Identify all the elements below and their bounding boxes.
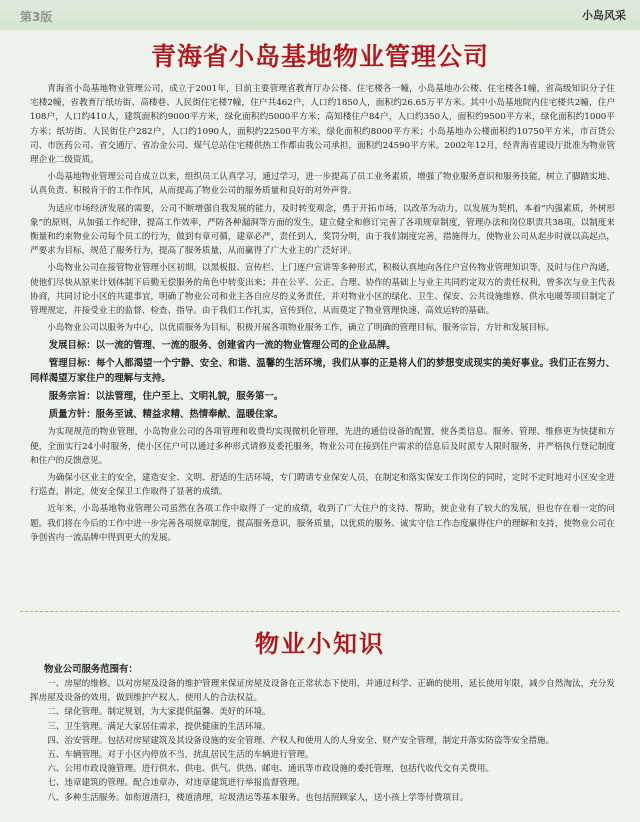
section-name: 小岛风采	[582, 9, 626, 22]
knowledge-section	[30, 662, 615, 805]
article-title: 青海省小岛基地物业管理公司	[150, 42, 489, 71]
quality-policy: 质量方针：服务至诚、精益求精、热情奉献、温暖住家。	[48, 409, 284, 421]
service-scope-item: 七、违章建筑的管理。配合违章办，对违章建筑进行举报监督管理。	[47, 778, 306, 789]
article-paragraph: 青海省小岛基地物业管理公司，成立于2001年，目前主要管理省教育厅办公楼、住宅楼各一幢，小岛基地办公楼、住宅楼各1幢，省高级知识分子住宅楼2幢，省教育厅纸坊街、高楼巷、人民街住宅楼7幢，住户共462户，人口约1850人，面积约26.65万平方米。其中小岛基地院内住宅楼共2幢，住户108户，人口约410人，建筑面积约9000平方米，绿化面积约5000平方米；高知楼住户84户，人口约350人，面积约9500平方米，绿化面积约1000平方米；纸坊街、人民街住户282户，人口约1090人，面积约22500平方米，绿化面积约8000平方米；小岛基地办公楼面积约10750平方米，市百货公司、市医药公司、省交通厅、省冶金公司、煤气总站住宅楼供热工作都由我公司承担，面积约24590平方米。2002年12月，经青海省建设厅批准为物业管理企业二级资质。	[30, 84, 615, 166]
article-paragraph: 小岛基地物业管理公司自成立以来，组织员工认真学习，通过学习，进一步提高了员工业务素质，增强了物业服务意识和服务技能，树立了脚踏实地、认真负责、积极肯干的工作作风，从而提高了物业公司的服务质量和良好的对外声誉。	[30, 172, 615, 197]
service-scope-item: 一、房屋的维修。以对房屋及设备的维护管理来保证房屋及设备在正常状态下使用，并通过科学、正确的使用，延长使用年限，减少自然淘汰，充分发挥房屋及设备的效用，做到维护产权人、使用人的合法权益。	[30, 679, 615, 704]
management-goal: 管理目标：每个人都渴望一个宁静、安全、和谐、温馨的生活环境，我们从事的正是将人们的梦想变成现实的美好事业。我们正在努力、同样渴望万家住户的理解与支持。	[30, 358, 615, 385]
page-header-band	[0, 0, 640, 30]
article-paragraph: 近年来，小岛基地物业管理公司虽然在各项工作中取得了一定的成绩，收到了广大住户的支持、帮助，使企业有了较大的发展，但也存在着一定的问题。我们将在今后的工作中进一步完善各项规章制度，提高服务意识，服务质量，以优质的服务、诚实守信工作态度赢得住户的理解和支持，使物业公司在争创省内一流品牌中得到更大的发展。	[30, 504, 615, 543]
development-goal: 发展目标：以一流的管理、一流的服务、创建省内一流的物业管理公司的企业品牌。	[48, 340, 396, 352]
service-scope-item: 二、绿化管理。制定规划，为大家提供温馨、美好的环境。	[47, 707, 271, 718]
service-scope-item: 五、车辆管理。对于小区内停放不当，扰乱居民生活的车辆进行管理。	[47, 750, 314, 761]
article-paragraph: 小岛物业公司在接管物业管理小区初期，以黑板报、宣传栏、上门逐户宣讲等多种形式，积极认真地向各住户宣传物业管理知识等，及时与住户沟通，使他们尽快从原来计划体制下后勤无偿服务的角色中转变出来；并在公平、公正、合理、协作的基础上与业主共同约定双方的责任权利，曾多次与业主代表协商，共同讨论小区的共建事宜，明确了物业公司和业主各自应尽的义务责任，并对物业小区的绿化、卫生、保安、公共设施维修、供水电暖等项目制定了管理规定，并接受业主的监督、检查、指导。由于我们工作扎实，宣传到位，从而奠定了物业管理快速、高效运转的基础。	[30, 263, 615, 317]
service-scope-item: 八、多种生活服务。如衔道清扫，楼道清理，垃圾清运等基本服务。也包括照顾家人，送小孩上学等付费项目。	[47, 792, 469, 803]
section-divider	[20, 611, 620, 612]
article-body	[30, 82, 615, 548]
article-paragraph: 小岛物业公司以服务为中心，以优质服务为目标，积极开展各项物业服务工作，确立了明确的管理目标，服务宗旨，方针和发展目标。	[47, 323, 555, 334]
service-tenet: 服务宗旨：以法管理，住户至上、文明礼貌，服务第一。	[48, 391, 284, 403]
article-paragraph: 为适应市场经济发展的需要，公司不断增强自我发展的能力，及时转变观念，勇于开拓市场，以改革为动力，以发展为契机，本着“内强素质，外树形象”的原则，从加强工作纪律，提高工作效率，严防各种漏洞等方面的发生，建立健全和修订完善了各项规章制度，管理办法和岗位职责共38项。以制度来衡量和约束物业公司每个员工的行为，做到有章可循，建章必严，责任到人，奖罚分明，由于我们制度完善，措施得力，使物业公司从起步时就以高起点，严要求为目标，规范了服务行为，提高了服务质量，从而赢得了广大业主的广泛好评。	[30, 203, 615, 257]
service-scope-heading: 物业公司服务范围有：	[44, 664, 138, 675]
service-scope-item: 四、治安管理。包括对房屋建筑及其设备设施的安全管理、产权人和使用人的人身安全、财产安全管理，制定并落实防盗等安全措施。	[47, 735, 555, 746]
service-scope-item: 三、卫生管理。满足大家居住需求，提供健康的生活环境。	[47, 721, 271, 732]
article-paragraph: 为确保小区业主的安全，建造安全、文明、舒适的生活环境，专门聘请专业保安人员，在制定和落实保安工作岗位的同时，定时不定时地对小区安全进行巡查，斟定，使安全保卫工作取得了显著的成绩。	[30, 473, 615, 498]
page-number: 第3版	[20, 10, 53, 24]
article-paragraph: 为实现规范的物业管理，小岛物业公司的各项管理和收费均实现微机化管理，先进的通信设备的配置，使各类信息、服务、管理、维修更为快捷和方便，全面实行24小时服务，使小区住户可以通过多种形式请修及委托服务，物业公司在接到住户需求的信息后及时派专人限时服务，并严格执行登记制度和住户的反馈意见。	[30, 427, 615, 466]
service-scope-item: 六、公用市政设施管理。进行供水、供电、供气、供热、邮电、通讯等市政设施的委托管理，包括代收代交有关费用。	[47, 764, 495, 775]
knowledge-title: 物业小知识	[255, 630, 385, 658]
